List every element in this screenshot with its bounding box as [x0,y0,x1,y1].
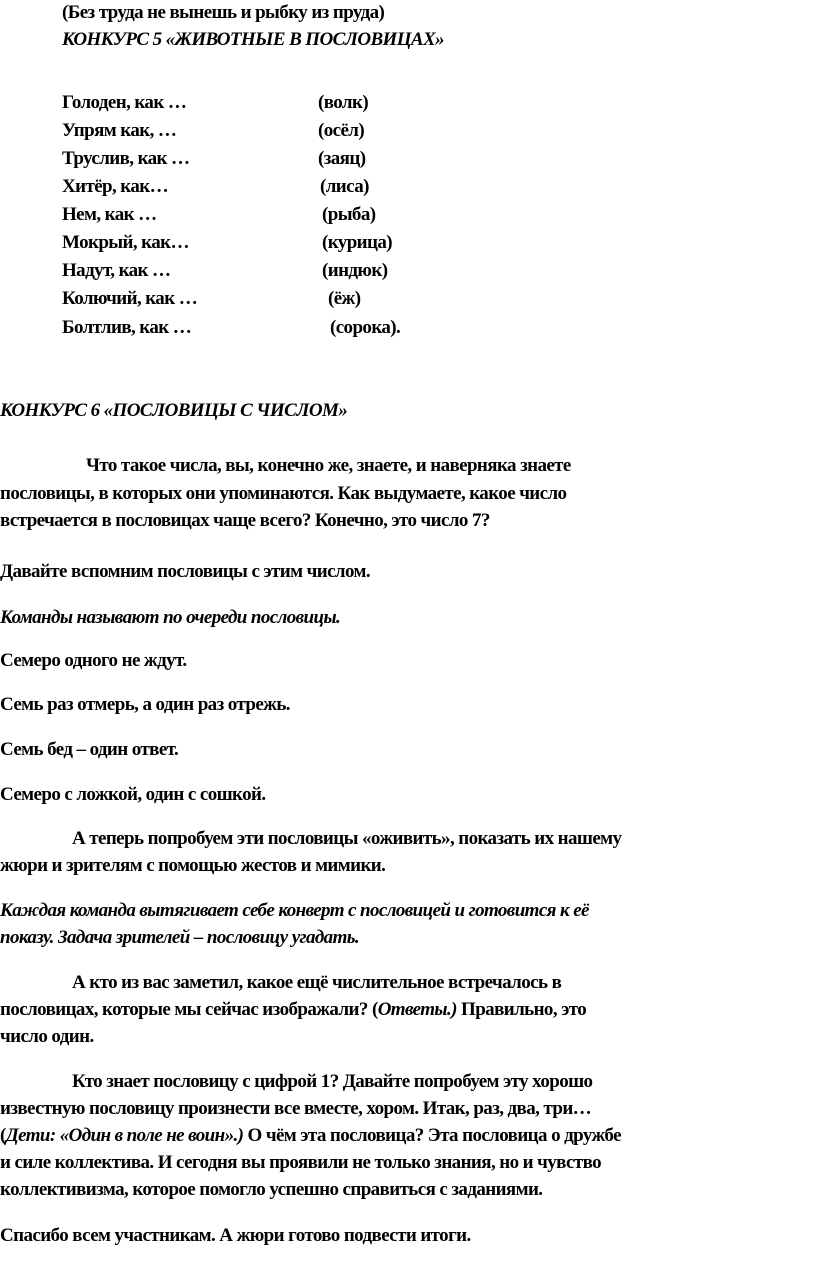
list-item [62,258,562,284]
list-item-answer: (индюк) [322,260,388,281]
list-item-question: Надут, как … [62,260,171,281]
one-line-3-tail: О чём эта пословица? Эта пословица о дружбе [243,1125,621,1146]
answers-remark: Ответы.) [377,999,457,1020]
list-item-question: Мокрый, как… [62,232,189,253]
list-item [62,90,562,116]
proverb-line: Семь раз отмерь, а один раз отрежь. [0,694,290,715]
question-line-2-text: пословицах, которые мы сейчас изображали? ( [0,999,378,1020]
list-item [62,118,562,144]
previous-proverb: (Без труда не вынешь и рыбку из пруда) [62,2,385,23]
proverb-line: Семеро с ложкой, один с сошкой. [0,784,266,805]
list-item-question: Голоден, как … [62,92,187,113]
list-item-question: Труслив, как … [62,148,190,169]
animate-line-2: жюри и зрителям с помощью жестов и мимики. [0,855,386,876]
task-line-2: показу. Задача зрителей – пословицу угадать. [0,927,359,948]
question-line-3: число один. [0,1026,94,1047]
children-remark: Дети: «Один в поле не воин».) [5,1125,244,1146]
list-item-question: Болтлив, как … [62,317,192,338]
list-item-answer: (сорока). [330,317,401,338]
proverb-line: Семеро одного не ждут. [0,650,187,671]
list-item [62,315,562,341]
contest5-title: КОНКУРС 5 «ЖИВОТНЫЕ В ПОСЛОВИЦАХ» [62,29,444,50]
animate-line-1: А теперь попробуем эти пословицы «оживить», показать их нашему [72,828,622,849]
list-item-answer: (осёл) [318,120,365,141]
contest6-title: КОНКУРС 6 «ПОСЛОВИЦЫ С ЧИСЛОМ» [0,400,348,421]
thanks-line: Спасибо всем участникам. А жюри готово подвести итоги. [0,1225,471,1246]
one-line-3 [0,1123,621,1149]
one-line-4: и силе коллектива. И сегодня вы проявили не только знания, но и чувство [0,1152,602,1173]
list-item [62,286,562,312]
intro-line-3: встречается в пословицах чаще всего? Конечно, это число 7? [0,510,490,531]
question-line-2 [0,997,586,1023]
list-item-answer: (заяц) [318,148,366,169]
recall-line: Давайте вспомним пословицы с этим числом. [0,561,370,582]
task-line-1: Каждая команда вытягивает себе конверт с пословицей и готовится к её [0,900,589,921]
list-item [62,202,562,228]
list-item-question: Упрям как, … [62,120,177,141]
question-line-2-tail: Правильно, это [456,999,587,1020]
instruction-line: Команды называют по очереди пословицы. [0,607,341,628]
list-item-answer: (ёж) [328,288,361,309]
one-line-2: известную пословицу произнести все вместе, хором. Итак, раз, два, три… [0,1098,592,1119]
list-item-answer: (волк) [318,92,369,113]
list-item [62,146,562,172]
intro-line-2: пословицы, в которых они упоминаются. Как выдумаете, какое число [0,483,567,504]
intro-line-1: Что такое числа, вы, конечно же, знаете, и наверняка знаете [86,455,571,476]
list-item-question: Колючий, как … [62,288,198,309]
list-item-question: Хитёр, как… [62,176,169,197]
list-item-answer: (лиса) [320,176,369,197]
one-line-1: Кто знает пословицу с цифрой 1? Давайте попробуем эту хорошо [72,1071,593,1092]
proverb-line: Семь бед – один ответ. [0,739,179,760]
list-item [62,230,562,256]
one-line-3-open: ( [0,1125,6,1146]
list-item [62,174,562,200]
list-item-answer: (рыба) [322,204,376,225]
one-line-5: коллективизма, которое помогло успешно справиться с заданиями. [0,1179,543,1200]
list-item-question: Нем, как … [62,204,157,225]
list-item-answer: (курица) [322,232,392,253]
question-line-1: А кто из вас заметил, какое ещё числительное встречалось в [72,972,562,993]
